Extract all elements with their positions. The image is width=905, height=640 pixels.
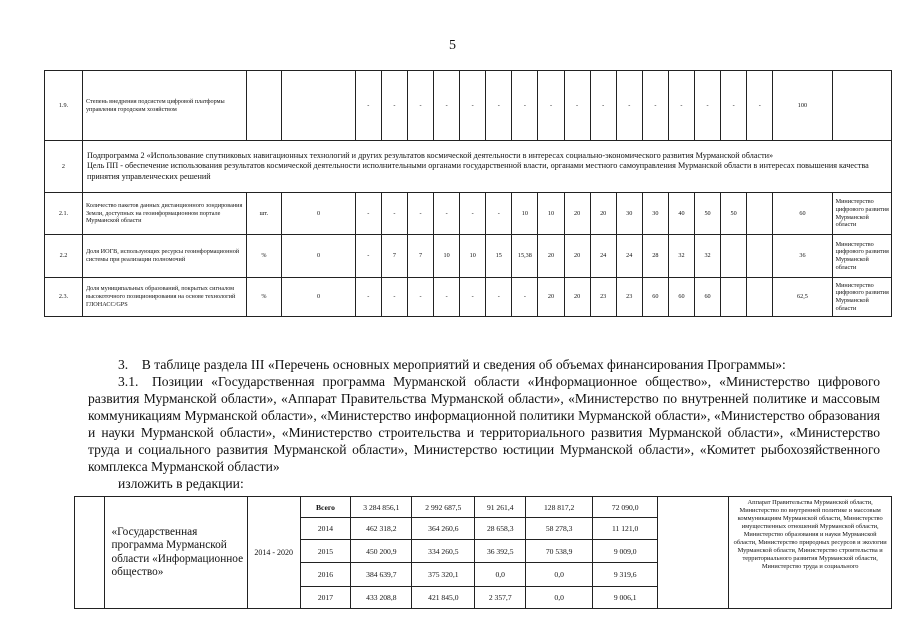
- financing-table: [74, 496, 892, 609]
- year-value: 50: [695, 193, 721, 235]
- year-value: 15,38: [512, 235, 538, 278]
- year-value: -: [642, 71, 668, 141]
- empty-cell: [658, 497, 729, 609]
- year-value: -: [564, 71, 590, 141]
- table-row-subprogram: [45, 141, 892, 193]
- year-value: -: [434, 278, 460, 317]
- year-value: 10: [434, 235, 460, 278]
- responsible-executors: Аппарат Правительства Мурманской области, Министерство по внутренней политике и массовым коммуникациям Мурманской области, Министерство имущественных отношений Мурманской области, Министерство образования и науки Мурманской области, Министерство природных ресурсов и экологии Мурманской области, Министерство строительства и территориального развития Мурманской области, Министерство труда и социального: [729, 497, 892, 609]
- empty-cell: [75, 497, 105, 609]
- amount-total: 462 318,2: [351, 518, 412, 540]
- year-value: 10: [460, 235, 486, 278]
- year-value: 20: [564, 278, 590, 317]
- row-number: 2: [45, 141, 83, 193]
- amount-federal: 91 261,4: [475, 497, 526, 518]
- responsible: Министерство цифрового развития Мурманской области: [832, 278, 891, 317]
- year-value: 32: [668, 235, 694, 278]
- year-value: 24: [616, 235, 642, 278]
- paragraph-3-1: [88, 373, 880, 492]
- row-number: 2.2: [45, 235, 83, 278]
- base-value: 0: [282, 278, 356, 317]
- year-value: -: [486, 71, 512, 141]
- year-value: -: [355, 193, 381, 235]
- year-value: -: [355, 235, 381, 278]
- amount-local: 128 817,2: [526, 497, 593, 518]
- year-value: 30: [616, 193, 642, 235]
- indicators-table: [44, 70, 892, 317]
- year-value: -: [590, 71, 616, 141]
- year-label: 2014: [300, 518, 351, 540]
- year-value: -: [460, 71, 486, 141]
- year-value: 24: [590, 235, 616, 278]
- year-value: 60: [642, 278, 668, 317]
- row-number: 1.9.: [45, 71, 83, 141]
- year-value: 15: [486, 235, 512, 278]
- target-value: 36: [773, 235, 832, 278]
- year-value: 60: [668, 278, 694, 317]
- amount-regional: 334 260,5: [412, 540, 475, 563]
- indicator-name: Доля муниципальных образований, покрытых сигналом высокоточного позиционирования на основе технологий ГЛОНАСС/GPS: [82, 278, 246, 317]
- base-value: 0: [282, 235, 356, 278]
- indicator-name: Количество пакетов данных дистанционного зондирования Земли, доступных на геоинформационном портале Мурманской области: [82, 193, 246, 235]
- target-value: 100: [773, 71, 832, 141]
- row-number: 2.1.: [45, 193, 83, 235]
- table-row: [75, 497, 892, 518]
- unit: [246, 71, 282, 141]
- year-value: 20: [590, 193, 616, 235]
- year-value: 40: [668, 193, 694, 235]
- amount-regional: 421 845,0: [412, 587, 475, 609]
- unit: шт.: [246, 193, 282, 235]
- indicator-name: Доля ИОГВ, использующих ресурсы геоинформационной системы при реализации полномочий: [82, 235, 246, 278]
- year-value: 20: [564, 193, 590, 235]
- program-name: «Государственная программа Мурманской области «Информационное общество»: [105, 497, 247, 609]
- year-value: -: [616, 71, 642, 141]
- year-value: -: [434, 193, 460, 235]
- unit: %: [246, 235, 282, 278]
- year-value: 20: [538, 235, 564, 278]
- subprogram-goal: Цель ПП - обеспечение использования результатов космической деятельности исполнительными органами государственной власти, органами местного самоуправления Мурманской области в интересах повышения качества принятия управленческих решений: [86, 161, 869, 181]
- table-row-2-1: [45, 193, 892, 235]
- year-value: 10: [538, 193, 564, 235]
- indicator-name: Степень внедрения подсистем цифровой платформы управления городским хозяйством: [82, 71, 246, 141]
- amount-local: 70 538,9: [526, 540, 593, 563]
- year-label: 2017: [300, 587, 351, 609]
- amount-local: 58 278,3: [526, 518, 593, 540]
- amount-local: 0,0: [526, 587, 593, 609]
- year-value: [747, 193, 773, 235]
- year-label: 2016: [300, 563, 351, 587]
- amount-total: 3 284 856,1: [351, 497, 412, 518]
- year-label: Всего: [300, 497, 351, 518]
- subprogram-title: Подпрограмма 2 «Использование спутниковых навигационных технологий и других результатов космической деятельности в интересах социально-экономического развития Мурманской области»: [86, 150, 774, 160]
- year-value: -: [381, 278, 407, 317]
- year-value: 20: [538, 278, 564, 317]
- year-value: 23: [616, 278, 642, 317]
- year-value: -: [407, 278, 433, 317]
- amount-total: 450 200,9: [351, 540, 412, 563]
- amount-total: 384 639,7: [351, 563, 412, 587]
- year-value: -: [486, 278, 512, 317]
- year-value: [721, 278, 747, 317]
- year-value: 30: [642, 193, 668, 235]
- base-value: 0: [282, 193, 356, 235]
- amount-other: 11 121,0: [593, 518, 658, 540]
- responsible: Министерство цифрового развития Мурманской области: [832, 193, 891, 235]
- amount-total: 433 208,8: [351, 587, 412, 609]
- base-value: [282, 71, 356, 141]
- year-value: 7: [407, 235, 433, 278]
- year-label: 2015: [300, 540, 351, 563]
- responsible: Министерство цифрового развития Мурманской области: [832, 235, 891, 278]
- year-value: -: [381, 71, 407, 141]
- year-value: -: [407, 193, 433, 235]
- year-value: -: [355, 71, 381, 141]
- amount-federal: 28 658,3: [475, 518, 526, 540]
- year-value: -: [512, 278, 538, 317]
- table-row-2-2: [45, 235, 892, 278]
- program-period: 2014 - 2020: [247, 497, 300, 609]
- year-value: 60: [695, 278, 721, 317]
- paragraph-3-1-body: 3.1. Позиции «Государственная программа Мурманской области «Информационное общество», «Министерство цифрового развития Мурманской области», «Аппарат Правительства Мурманской области», «Министерство по внутренней политике и массовым коммуникациям Мурманской области», «Министерство информационной политики Мурманской области», «Министерство образования и науки Мурманской области», «Министерство строительства и территориального развития Мурманской области», «Министерство труда и социального развития Мурманской области», Министерство юстиции Мурманской области», «Комитет рыбохозяйственного комплекса Мурманской области»: [88, 374, 880, 474]
- year-value: -: [538, 71, 564, 141]
- table-row-2-3: [45, 278, 892, 317]
- year-value: -: [460, 193, 486, 235]
- amount-local: 0,0: [526, 563, 593, 587]
- year-value: -: [355, 278, 381, 317]
- year-value: -: [407, 71, 433, 141]
- year-value: [747, 278, 773, 317]
- amount-regional: 2 992 687,5: [412, 497, 475, 518]
- amount-federal: 0,0: [475, 563, 526, 587]
- amount-federal: 2 357,7: [475, 587, 526, 609]
- year-value: [747, 235, 773, 278]
- year-value: 50: [721, 193, 747, 235]
- target-value: 60: [773, 193, 832, 235]
- year-value: -: [747, 71, 773, 141]
- year-value: -: [668, 71, 694, 141]
- year-value: -: [381, 193, 407, 235]
- year-value: 28: [642, 235, 668, 278]
- paragraph-3: 3. В таблице раздела III «Перечень основных мероприятий и сведения об объемах финансирования Программы»:: [118, 357, 786, 372]
- year-value: -: [512, 71, 538, 141]
- year-value: 32: [695, 235, 721, 278]
- page-number: 5: [449, 38, 456, 53]
- amount-other: 9 006,1: [593, 587, 658, 609]
- target-value: 62,5: [773, 278, 832, 317]
- amount-regional: 375 320,1: [412, 563, 475, 587]
- amount-other: 72 090,0: [593, 497, 658, 518]
- year-value: [721, 235, 747, 278]
- year-value: -: [721, 71, 747, 141]
- subprogram-description: [82, 141, 891, 193]
- unit: %: [246, 278, 282, 317]
- year-value: 10: [512, 193, 538, 235]
- row-number: 2.3.: [45, 278, 83, 317]
- amount-federal: 36 392,5: [475, 540, 526, 563]
- year-value: 23: [590, 278, 616, 317]
- responsible: [832, 71, 891, 141]
- year-value: 20: [564, 235, 590, 278]
- amount-other: 9 319,6: [593, 563, 658, 587]
- year-value: -: [460, 278, 486, 317]
- table-row-1-9: [45, 71, 892, 141]
- paragraph-3-1-end: изложить в редакции:: [118, 476, 244, 491]
- year-value: -: [695, 71, 721, 141]
- amount-regional: 364 260,6: [412, 518, 475, 540]
- year-value: 7: [381, 235, 407, 278]
- year-value: -: [486, 193, 512, 235]
- year-value: -: [434, 71, 460, 141]
- amount-other: 9 009,0: [593, 540, 658, 563]
